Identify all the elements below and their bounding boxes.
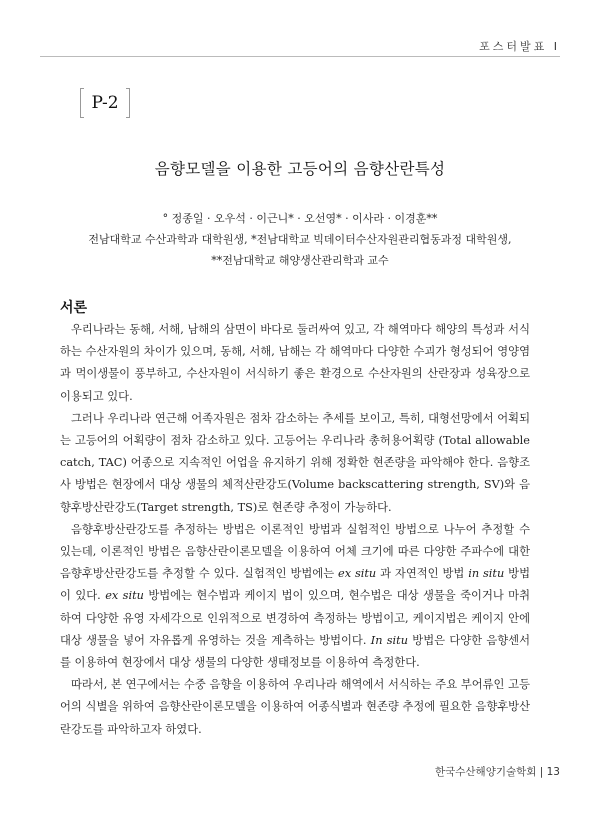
header-divider: [40, 56, 560, 57]
section-title: 서론: [60, 300, 88, 316]
p3-text-5: 방법은 다양한 음향센서를 이용하여 현장에서 대상 생물의 다양한 생태정보를 이용하여 측정한다.: [60, 633, 530, 670]
p3-text-2: 과 자연적인 방법: [376, 567, 469, 581]
paragraph-3: [60, 519, 530, 674]
poster-id-box: [80, 88, 130, 118]
p3-italic-in-situ: in situ: [468, 567, 505, 581]
p3-text-3: 방법이 있다.: [60, 567, 530, 603]
paragraph-2: 그러나 우리나라 연근해 어족자원은 점차 감소하는 추세를 보이고, 특히, 대형선망에서 어획되는 고등어의 어획량이 점차 감소하고 있다. 고등어는 우리나라 총허용어획량 (Total allowable catch, TAC) 어종으로 지속적인 어업을 유지하기 위해 정확한 현존량을 파악해야 한다. 음향조사 방법은 현장에서 대상 생물의 체적산란강도(Volume backscattering strength, SV)와 음향후방산란강도(Target strength, TS)로 현존량 추정이 가능하다.: [60, 411, 530, 514]
left-bracket: [80, 88, 84, 118]
author-block: [0, 208, 600, 271]
p3-italic-in-situ-2: In situ: [370, 633, 408, 647]
author-names: ° 정종일 · 오우석 · 이근니* · 오선영* · 이사라 · 이경훈**: [162, 212, 438, 225]
affiliation-line-2: **전남대학교 해양생산관리학과 교수: [211, 254, 389, 267]
right-bracket: [126, 88, 130, 118]
poster-id-label: P-2: [91, 93, 119, 113]
paragraph-4: 따라서, 본 연구에서는 수중 음향을 이용하여 우리나라 해역에서 서식하는 주요 부어류인 고등어의 식별을 위하여 음향산란이론모델을 이용하여 어종식별과 현존량 추정에 필요한 음향후방산란강도를 파악하고자 하였다.: [60, 678, 530, 736]
p3-italic-ex-situ: ex situ: [338, 567, 377, 581]
paragraph-1: 우리나라는 동해, 서해, 남해의 삼면이 바다로 둘러싸여 있고, 각 해역마다 해양의 특성과 서식하는 수산자원의 차이가 있으며, 동해, 서해, 남해는 각 해역마다 다양한 수괴가 형성되어 영양염과 먹이생물이 풍부하고, 수산자원이 서식하기 좋은 환경으로 수산자원의 산란장과 성육장으로 이용되고 있다.: [60, 323, 530, 403]
running-header: 포스터발표 I: [479, 40, 560, 53]
p3-text-1: 음향후방산란강도를 추정하는 방법은 이론적인 방법과 실험적인 방법으로 나누어 추정할 수 있는데, 이론적인 방법은 음향산란이론모델을 이용하여 어체 크기에 따른 다양한 주파수에 대한 음향후방산란강도를 추정할 수 있다. 실험적인 방법에는: [60, 522, 530, 581]
paper-title: 음향모델을 이용한 고등어의 음향산란특성: [154, 160, 446, 178]
p3-text-4: 방법에는 현수법과 케이지 법이 있으며, 현수법은 대상 생물을 죽이거나 마취하여 다양한 유영 자세각으로 인위적으로 변경하여 측정하는 방법이고, 케이지법은 케이지 안에 대상 생물을 넣어 자유롭게 유영하는 것을 계측하는 방법이다.: [60, 589, 531, 647]
affiliation-line-1: 전남대학교 수산과학과 대학원생, *전남대학교 빅데이터수산자원관리협동과정 대학원생,: [88, 233, 512, 246]
section-body: [60, 319, 530, 741]
p3-italic-ex-situ-2: ex situ: [105, 589, 144, 603]
page-footer: 한국수산해양기술학회 | 13: [434, 766, 560, 778]
